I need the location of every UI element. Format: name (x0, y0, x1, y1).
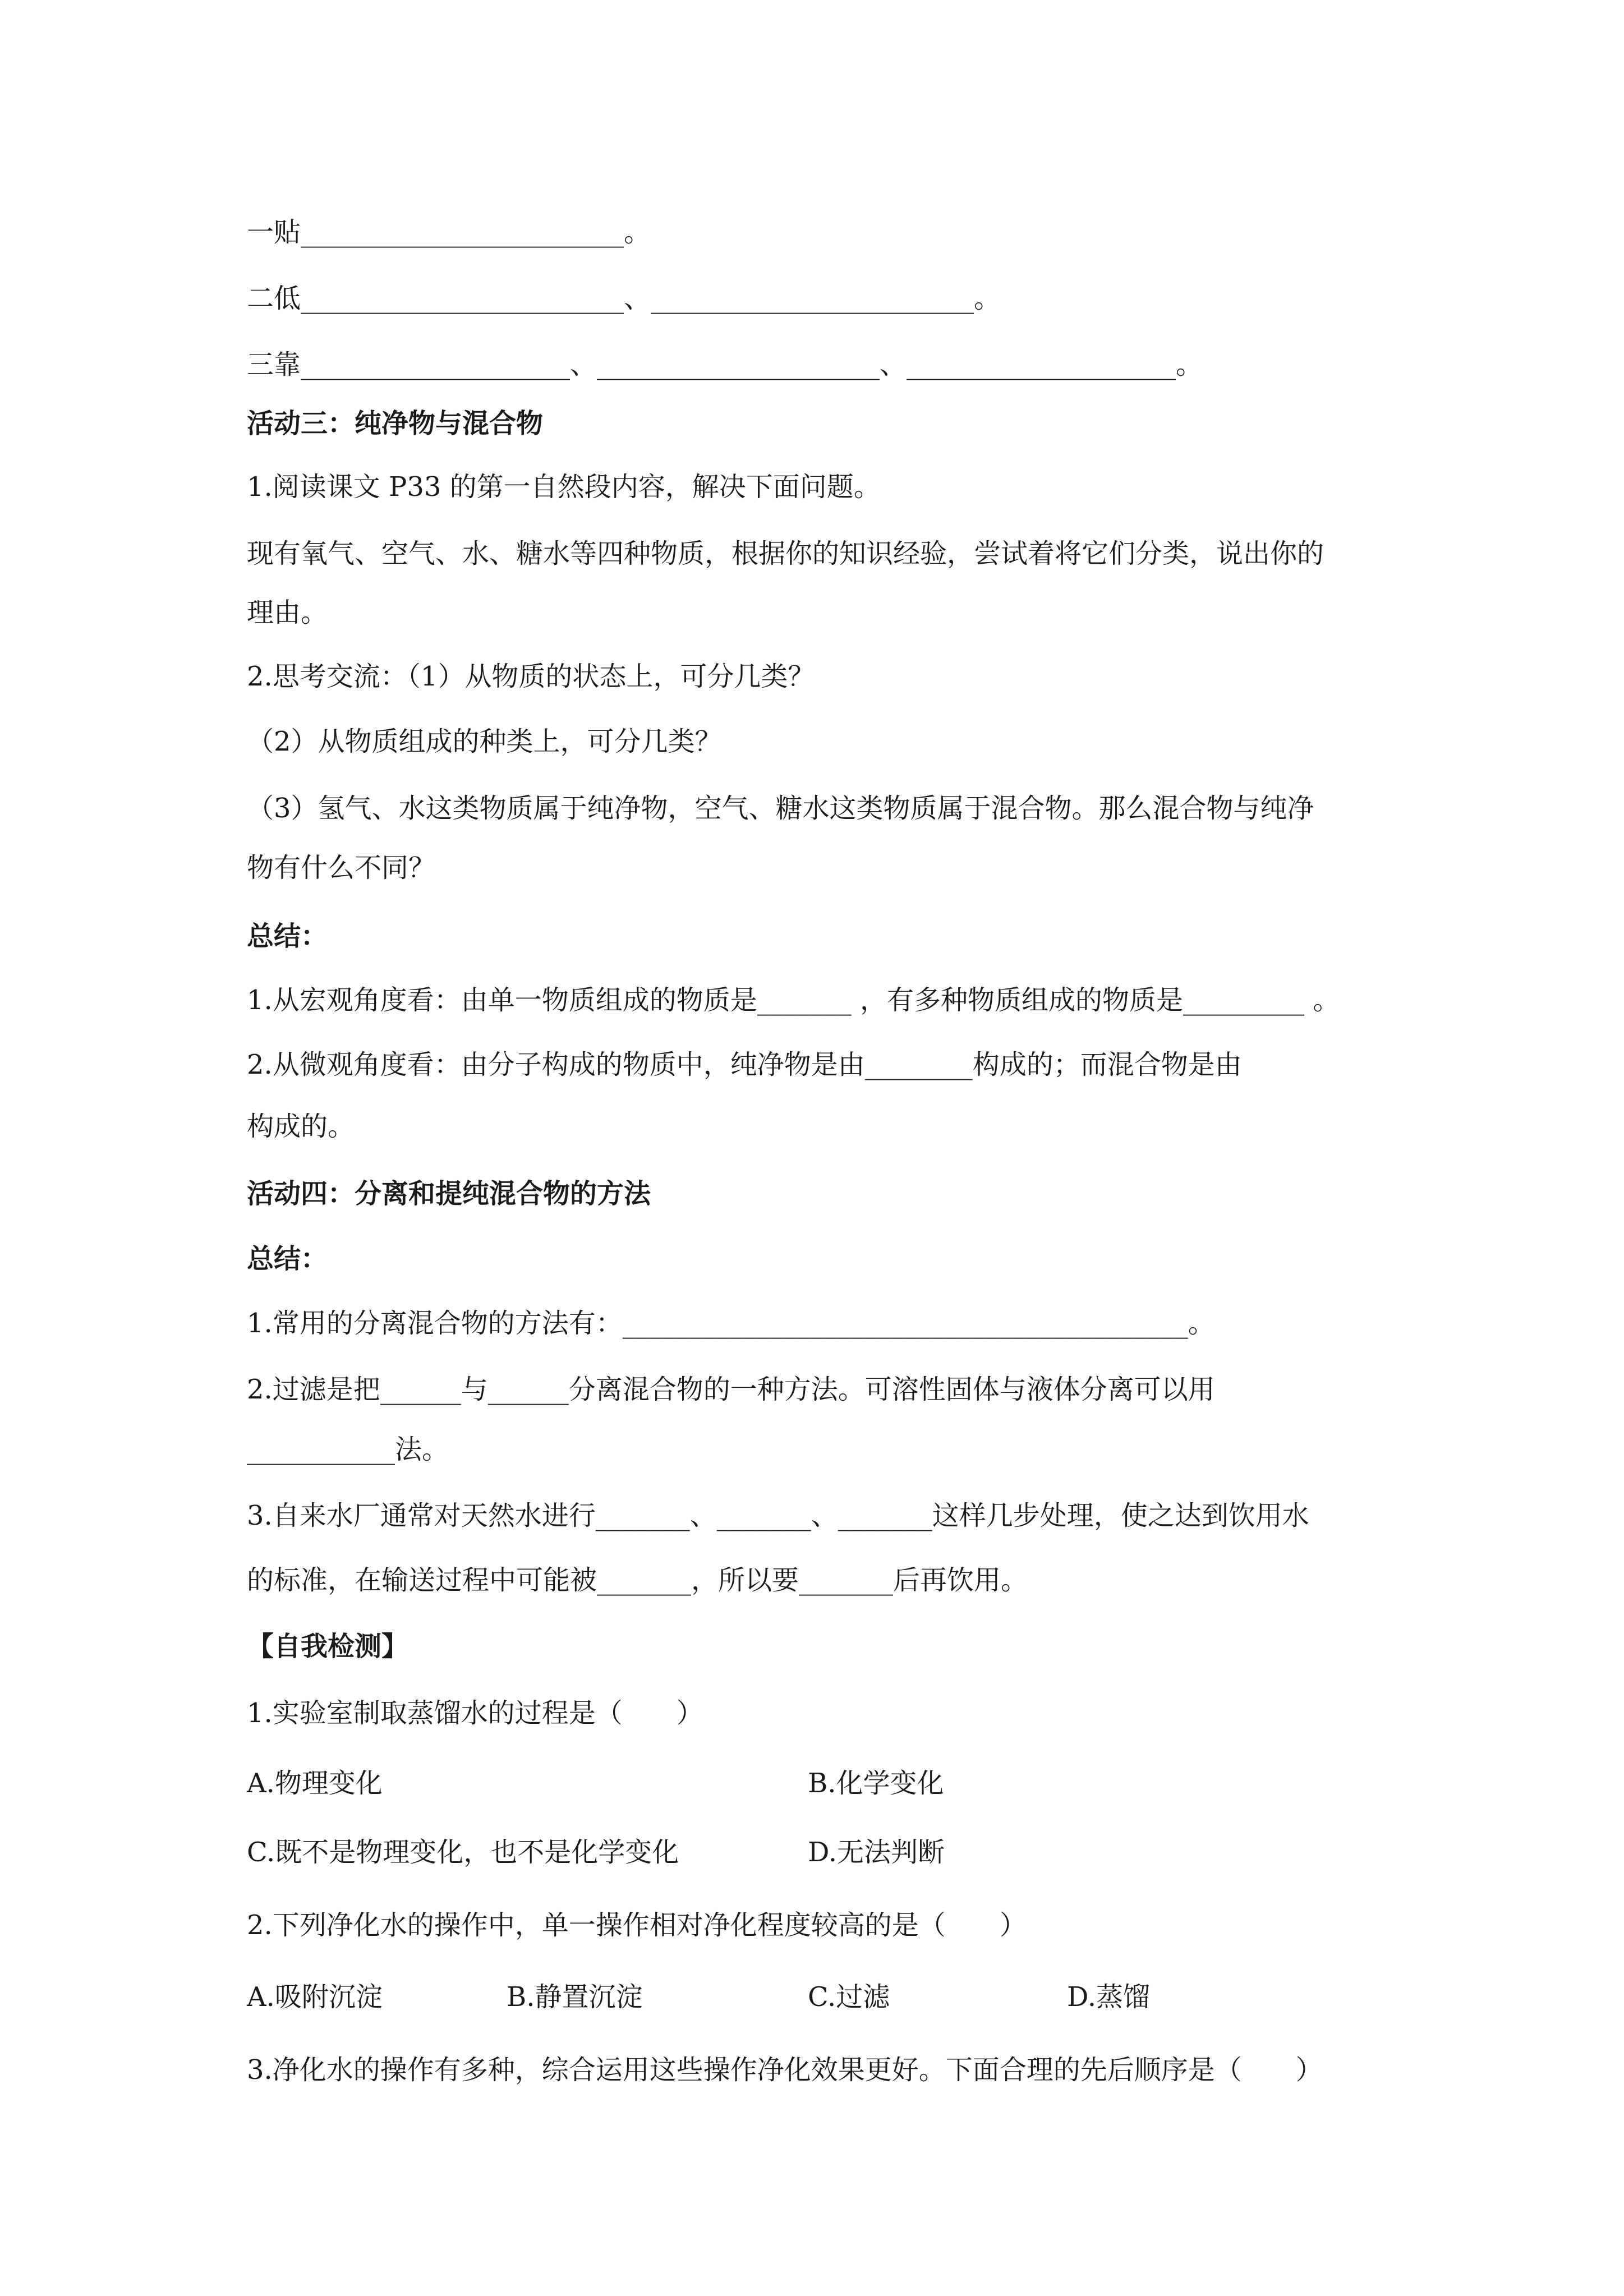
activity-three-q2-part3: （3）氢气、水这类物质属于纯净物，空气、糖水这类物质属于混合物。那么混合物与纯净 (247, 793, 1314, 824)
summary-1-item-2-cont: 构成的。 (247, 1111, 355, 1142)
summary-1-item-2: 2.从微观角度看：由分子构成的物质中，纯净物是由________构成的；而混合物是由 (247, 1049, 1242, 1080)
q2-option-c: C.过滤 (808, 1981, 890, 2013)
q1-option-c: C.既不是物理变化，也不是化学变化 (247, 1837, 679, 1868)
activity-three-q2: 2.思考交流：（1）从物质的状态上，可分几类？ (247, 661, 815, 692)
q1-option-d: D.无法判断 (808, 1837, 945, 1868)
summary-heading-2: 总结： (247, 1243, 328, 1274)
activity-three-heading: 活动三：纯净物与混合物 (247, 408, 544, 439)
q2-option-b: B.静置沉淀 (507, 1981, 643, 2013)
summary-2-item-3: 3.自来水厂通常对天然水进行_______、_______、_______这样几步处理，使之达到饮用水 (247, 1500, 1309, 1531)
question-2: 2.下列净化水的操作中，单一操作相对净化程度较高的是（ ） (247, 1910, 1027, 1941)
filter-rule-one: 一贴________________________。 (247, 217, 651, 248)
activity-three-q1: 1.阅读课文 P33 的第一自然段内容，解决下面问题。 (247, 471, 881, 503)
question-1: 1.实验室制取蒸馏水的过程是（ ） (247, 1697, 703, 1729)
filter-rule-three: 三靠____________________、_____________________、____________________。 (247, 349, 1203, 380)
activity-three-q2-part3-cont: 物有什么不同？ (247, 852, 436, 884)
self-check-heading: 【自我检测】 (247, 1631, 409, 1662)
summary-heading-1: 总结： (247, 921, 328, 952)
activity-three-text-1: 现有氧气、空气、水、糖水等四种物质，根据你的知识经验，尝试着将它们分类，说出你的 (247, 538, 1324, 569)
q2-option-a: A.吸附沉淀 (247, 1981, 383, 2013)
activity-four-heading: 活动四：分离和提纯混合物的方法 (247, 1178, 651, 1209)
q1-option-b: B.化学变化 (808, 1768, 944, 1799)
q1-option-a: A.物理变化 (247, 1768, 383, 1799)
summary-2-item-3-cont: 的标准，在输送过程中可能被_______，所以要_______后再饮用。 (247, 1565, 1028, 1596)
summary-2-item-1: 1.常用的分离混合物的方法有：__________________________________________。 (247, 1308, 1215, 1339)
filter-rule-two: 二低________________________、________________________。 (247, 283, 1001, 314)
summary-1-item-1: 1.从宏观角度看：由单一物质组成的物质是_______ ，有多种物质组成的物质是_________ 。 (247, 984, 1340, 1016)
summary-2-item-2: 2.过滤是把______与______分离混合物的一种方法。可溶性固体与液体分离可以用 (247, 1374, 1215, 1405)
activity-three-q2-part2: （2）从物质组成的种类上，可分几类？ (247, 726, 722, 757)
activity-three-text-2: 理由。 (247, 597, 328, 628)
summary-2-item-2-cont: ___________法。 (247, 1434, 449, 1465)
q2-option-d: D.蒸馏 (1067, 1981, 1151, 2013)
question-3: 3.净化水的操作有多种，综合运用这些操作净化效果更好。下面合理的先后顺序是（ ） (247, 2054, 1323, 2086)
